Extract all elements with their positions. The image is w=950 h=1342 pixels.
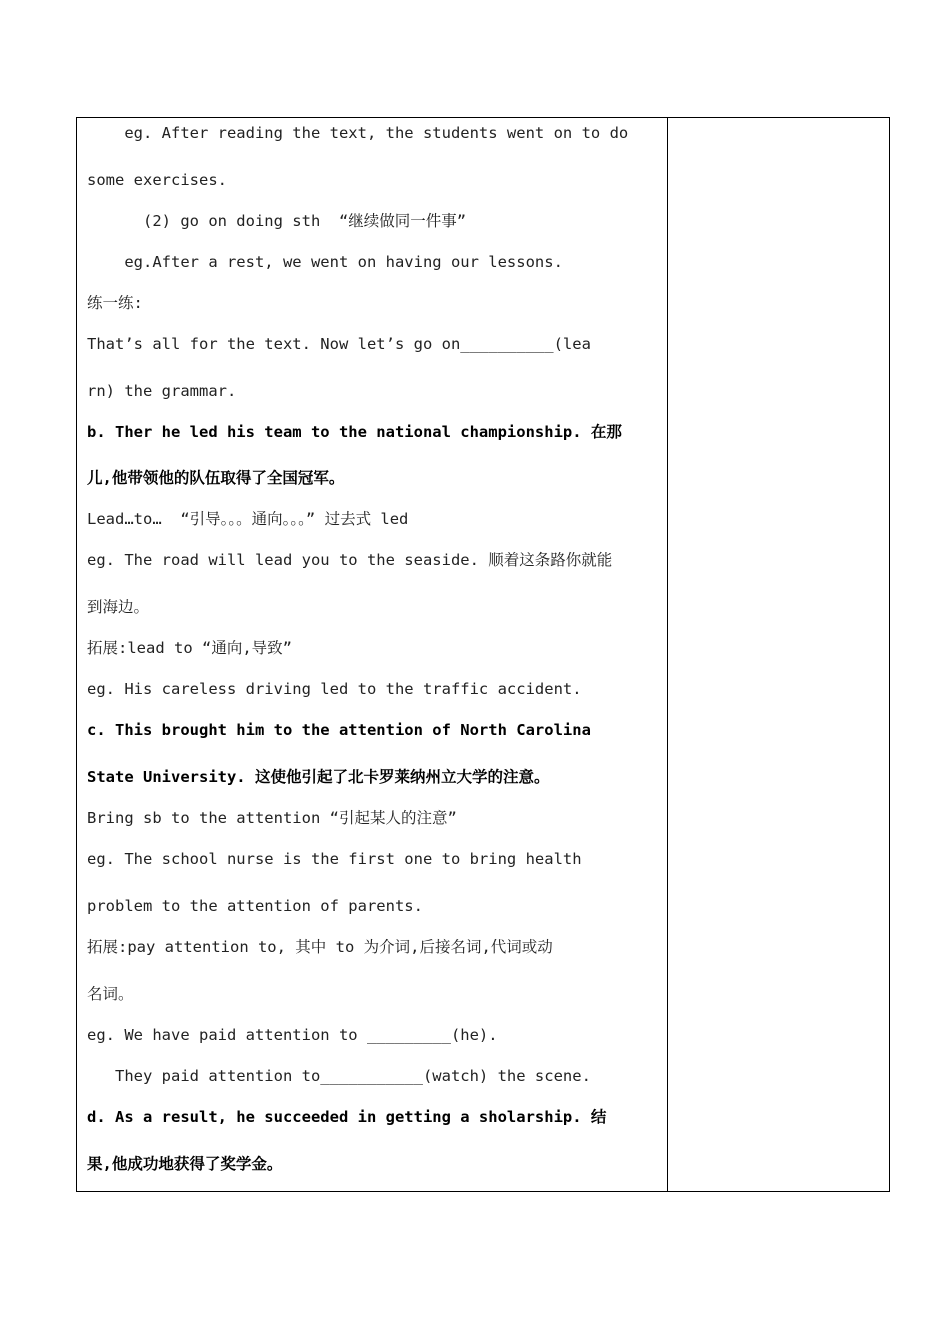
text-line: eg. We have paid attention to _________(he). xyxy=(87,1026,498,1044)
text-line: d. As a result, he succeeded in getting a sholarship. 结 xyxy=(87,1108,607,1126)
text-line: 练一练: xyxy=(87,294,143,312)
text-line: 名词。 xyxy=(87,985,134,1003)
text-line: That’s all for the text. Now let’s go on__________(lea xyxy=(87,335,591,353)
text-line: eg. After reading the text, the students went on to do xyxy=(87,124,629,142)
text-line: c. This brought him to the attention of North Carolina xyxy=(87,721,591,739)
text-line: eg. His careless driving led to the traffic accident. xyxy=(87,680,582,698)
lesson-table xyxy=(76,117,890,1192)
text-line: Bring sb to the attention “引起某人的注意” xyxy=(87,809,457,827)
text-line: They paid attention to___________(watch) the scene. xyxy=(87,1067,591,1085)
text-line: Lead…to… “引导。。。通向。。。” 过去式 led xyxy=(87,510,409,528)
text-line: 到海边。 xyxy=(87,598,150,616)
text-line: eg. The school nurse is the first one to bring health xyxy=(87,850,582,868)
text-line: 果,他成功地获得了奖学金。 xyxy=(87,1155,283,1173)
text-line: 拓展:pay attention to, 其中 to 为介词,后接名词,代词或动 xyxy=(87,938,553,956)
text-line: some exercises. xyxy=(87,171,227,189)
column-divider xyxy=(667,118,668,1191)
text-line: rn) the grammar. xyxy=(87,382,237,400)
text-line: eg. The road will lead you to the seaside. 顺着这条路你就能 xyxy=(87,551,613,569)
text-line: b. Ther he led his team to the national championship. 在那 xyxy=(87,423,622,441)
text-line: 拓展:lead to “通向,导致” xyxy=(87,639,292,657)
text-line: eg.After a rest, we went on having our lessons. xyxy=(87,253,563,271)
text-line: (2) go on doing sth “继续做同一件事” xyxy=(87,212,467,230)
text-line: problem to the attention of parents. xyxy=(87,897,423,915)
text-line: 儿,他带领他的队伍取得了全国冠军。 xyxy=(87,469,345,487)
text-line: State University. 这使他引起了北卡罗莱纳州立大学的注意。 xyxy=(87,768,550,786)
